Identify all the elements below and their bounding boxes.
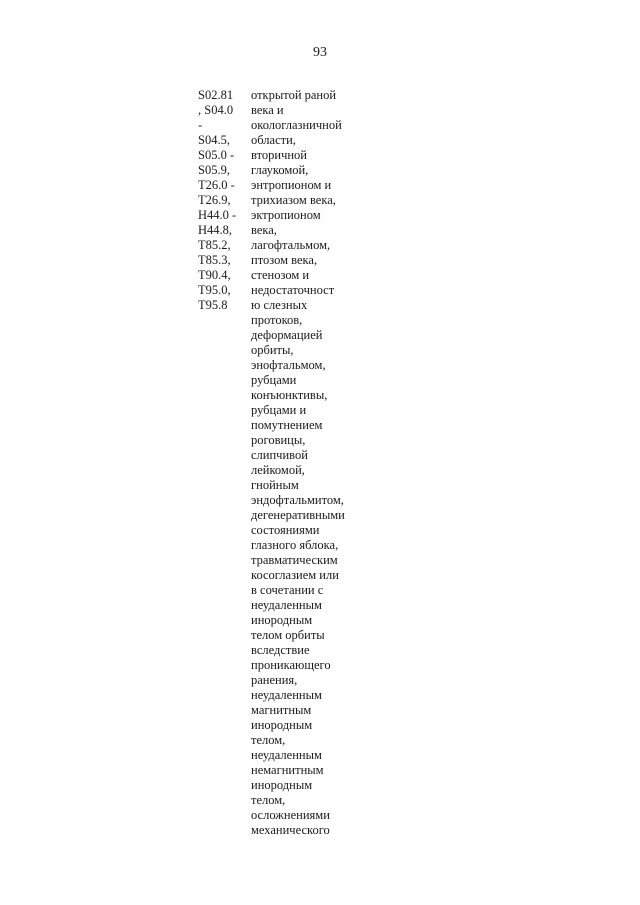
diagnosis-code-line: S04.5, (198, 133, 230, 147)
diagnosis-text-line: птозом века, (251, 253, 318, 267)
diagnosis-code-line: T85.3, (198, 253, 231, 267)
diagnosis-code-line: T26.0 - (198, 178, 235, 192)
diagnosis-text-line: помутнением (251, 418, 323, 432)
diagnosis-description-column (251, 88, 361, 838)
diagnosis-text-line: протоков, (251, 313, 303, 327)
diagnosis-text-line: в сочетании с (251, 583, 324, 597)
diagnosis-text-line: глазного яблока, (251, 538, 339, 552)
diagnosis-text-line: области, (251, 133, 296, 147)
diagnosis-text-line: косоглазием или (251, 568, 339, 582)
diagnosis-text-line: лагофтальмом, (251, 238, 331, 252)
diagnosis-text-line: неудаленным (251, 748, 322, 762)
diagnosis-text-line: открытой раной (251, 88, 337, 102)
diagnosis-text-line: деформацией (251, 328, 323, 342)
diagnosis-text-line: неудаленным (251, 688, 322, 702)
diagnosis-code-line: T26.9, (198, 193, 231, 207)
diagnosis-code-line: T95.8 (198, 298, 228, 312)
diagnosis-text-line: гнойным (251, 478, 299, 492)
diagnosis-text-line: века, (251, 223, 277, 237)
diagnosis-text-line: ранения, (251, 673, 298, 687)
diagnosis-text-line: рубцами (251, 373, 297, 387)
diagnosis-code-line: T90.4, (198, 268, 231, 282)
diagnosis-code-line: T95.0, (198, 283, 231, 297)
diagnosis-code-line: S05.0 - (198, 148, 235, 162)
diagnosis-text-line: магнитным (251, 703, 312, 717)
diagnosis-text-line: проникающего (251, 658, 331, 672)
diagnosis-text-line: слипчивой (251, 448, 308, 462)
diagnosis-text-line: века и (251, 103, 284, 117)
diagnosis-code-line: , S04.0 (198, 103, 234, 117)
diagnosis-text-line: инородным (251, 778, 313, 792)
diagnosis-text-line: трихиазом века, (251, 193, 336, 207)
diagnosis-text-line: неудаленным (251, 598, 322, 612)
diagnosis-text-line: лейкомой, (251, 463, 305, 477)
diagnosis-text-line: глаукомой, (251, 163, 309, 177)
diagnosis-text-line: телом, (251, 733, 286, 747)
diagnosis-code-line: T85.2, (198, 238, 231, 252)
diagnosis-text-line: эндофтальмитом, (251, 493, 344, 507)
diagnosis-code-line: - (198, 118, 203, 132)
diagnosis-text-line: эктропионом (251, 208, 321, 222)
diagnosis-codes-column (198, 88, 246, 313)
diagnosis-text-line: конъюнктивы, (251, 388, 328, 402)
diagnosis-text-line: окологлазничной (251, 118, 342, 132)
diagnosis-code-line: S05.9, (198, 163, 230, 177)
diagnosis-text-line: травматическим (251, 553, 338, 567)
diagnosis-text-line: инородным (251, 613, 313, 627)
diagnosis-text-line: недостаточност (251, 283, 335, 297)
diagnosis-text-line: дегенеративными (251, 508, 345, 522)
diagnosis-text-line: телом орбиты (251, 628, 325, 642)
diagnosis-text-line: энофтальмом, (251, 358, 326, 372)
diagnosis-text-line: ю слезных (251, 298, 308, 312)
diagnosis-code-line: S02.81 (198, 88, 234, 102)
diagnosis-text-line: телом, (251, 793, 286, 807)
page-number: 93 (313, 45, 327, 60)
diagnosis-text-line: роговицы, (251, 433, 306, 447)
diagnosis-text-line: состояниями (251, 523, 320, 537)
diagnosis-text-line: осложнениями (251, 808, 330, 822)
diagnosis-text-line: орбиты, (251, 343, 294, 357)
diagnosis-text-line: инородным (251, 718, 313, 732)
diagnosis-text-line: рубцами и (251, 403, 307, 417)
diagnosis-code-line: H44.8, (198, 223, 233, 237)
diagnosis-text-line: механического (251, 823, 330, 837)
diagnosis-text-line: вторичной (251, 148, 307, 162)
diagnosis-code-line: H44.0 - (198, 208, 237, 222)
diagnosis-text-line: вследствие (251, 643, 310, 657)
diagnosis-text-line: немагнитным (251, 763, 324, 777)
diagnosis-text-line: энтропионом и (251, 178, 332, 192)
diagnosis-text-line: стенозом и (251, 268, 310, 282)
